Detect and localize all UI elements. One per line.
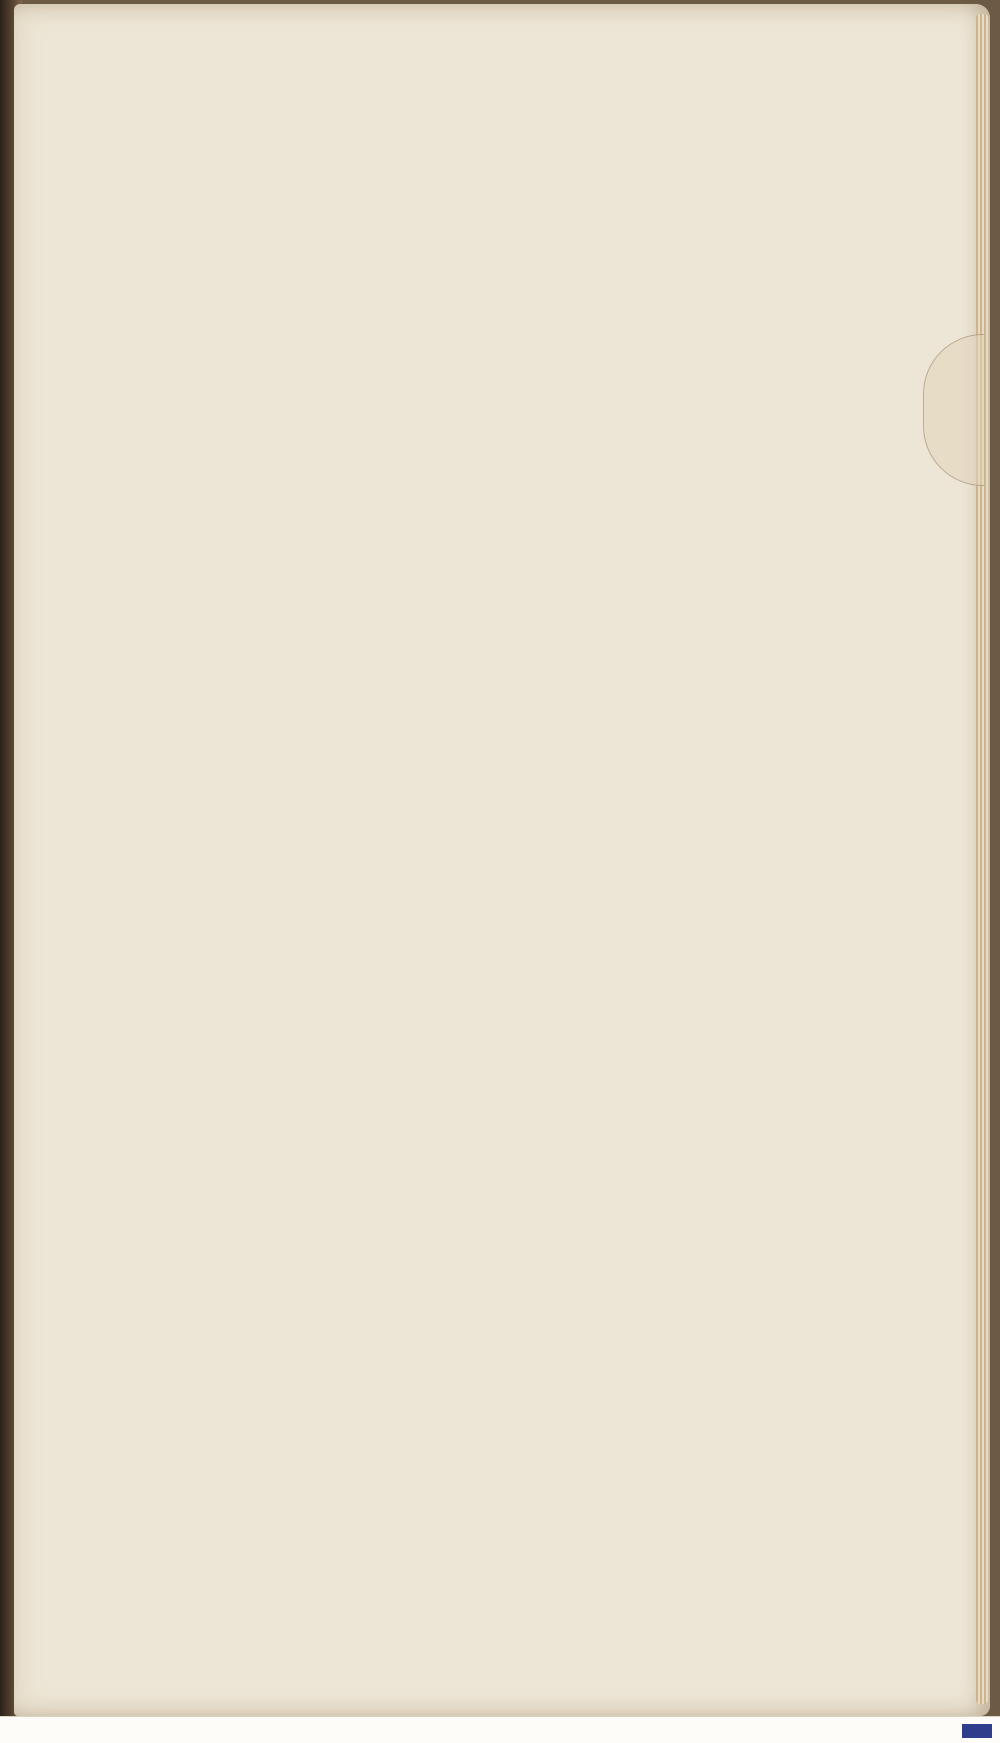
footer-bar [0,1716,1000,1743]
page-clip-shadow [923,334,984,486]
drop-cap [66,688,136,768]
page-edge [976,14,988,1704]
running-header [230,108,758,142]
book-page [14,4,990,1716]
dfg-logo [962,1724,992,1738]
